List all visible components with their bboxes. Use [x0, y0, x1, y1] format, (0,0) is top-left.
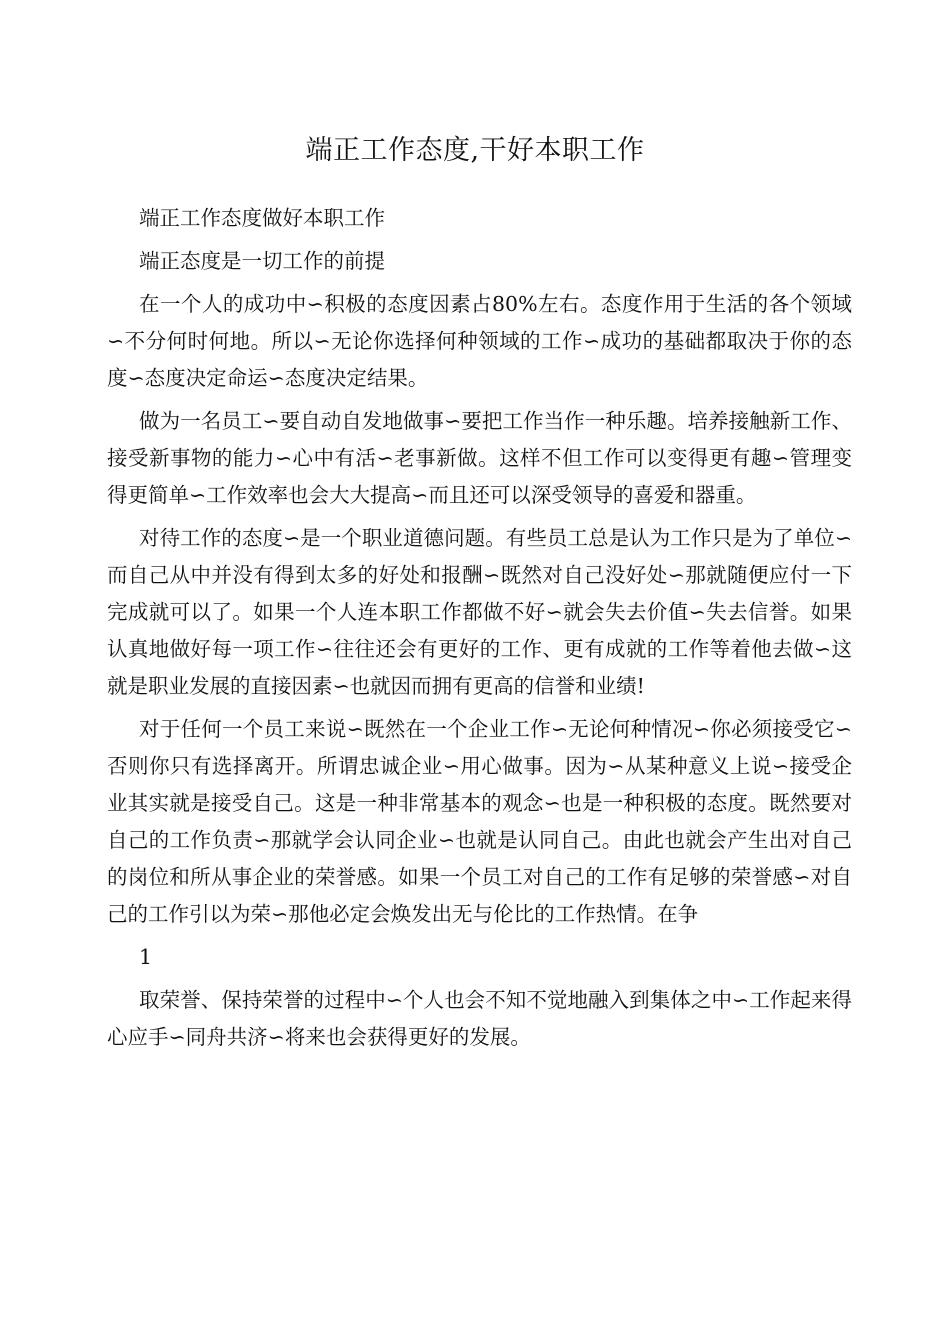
paragraph-professional-ethics: 对待工作的态度∽是一个职业道德问题。有些员工总是认为工作只是为了单位∽而自己从中并没有得到太多的好处和报酬∽既然对自己没好处∽那就随便应付一下完成就可以了。如果一个人连本职工作都做不好∽就会失去价值∽失去信誉。如果认真地做好每一项工作∽往往还会有更好的工作、更有成就的工作等着他去做∽这就是职业发展的直接因素∽也就因而拥有更高的信誉和业绩!	[107, 526, 852, 698]
document-body	[107, 200, 852, 1062]
paragraph-success-attitude: 在一个人的成功中∽积极的态度因素占80%左右。态度作用于生活的各个领域∽不分何时何地。所以∽无论你选择何种领域的工作∽成功的基础都取决于你的态度∽态度决定命运∽态度决定结果。	[107, 292, 852, 390]
page-number: 1	[139, 945, 153, 969]
subheading-attitude-premise: 端正态度是一切工作的前提	[139, 249, 385, 273]
subheading-work-attitude: 端正工作态度做好本职工作	[139, 206, 385, 230]
document-title: 端正工作态度,干好本职工作	[305, 135, 645, 166]
paragraph-employee-initiative: 做为一名员工∽要自动自发地做事∽要把工作当作一种乐趣。培养接触新工作、接受新事物的能力∽心中有活∽老事新做。这样不但工作可以变得更有趣∽管理变得更简单∽工作效率也会大大提高∽而且还可以深受领导的喜爱和器重。	[107, 409, 852, 507]
paragraph-loyalty-honor: 对于任何一个员工来说∽既然在一个企业工作∽无论何种情况∽你必须接受它∽否则你只有选择离开。所谓忠诚企业∽用心做事。因为∽从某种意义上说∽接受企业其实就是接受自己。这是一种非常基本的观念∽也是一种积极的态度。既然要对自己的工作负责∽那就学会认同企业∽也就是认同自己。由此也就会产生出对自己的岗位和所从事企业的荣誉感。如果一个员工对自己的工作有足够的荣誉感∽对自己的工作引以为荣∽那他必定会焕发出无与伦比的工作热情。在争	[107, 717, 852, 926]
paragraph-continuation: 取荣誉、保持荣誉的过程中∽个人也会不知不觉地融入到集体之中∽工作起来得心应手∽同舟共济∽将来也会获得更好的发展。	[107, 988, 852, 1049]
